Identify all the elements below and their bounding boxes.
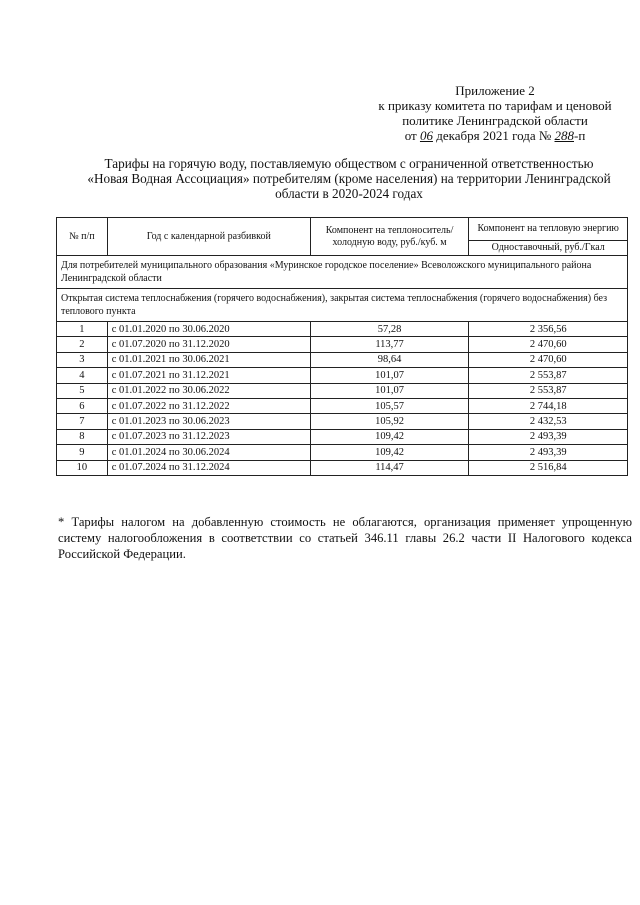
document-title (62, 156, 636, 201)
row-thermal: 2 493,39 (469, 445, 628, 460)
appendix-line-2: к приказу комитета по тарифам и ценовой (378, 98, 612, 113)
section-row-consumers (57, 256, 628, 289)
order-number-handwritten: 288 (554, 128, 574, 143)
table-row (57, 398, 628, 413)
table-row (57, 337, 628, 352)
row-coolant: 113,77 (310, 337, 469, 352)
tariffs-table (56, 217, 628, 476)
row-coolant: 109,42 (310, 429, 469, 444)
table-row (57, 414, 628, 429)
table-row (57, 445, 628, 460)
row-period: с 01.07.2022 по 31.12.2022 (107, 398, 310, 413)
section-system: Открытая система теплоснабжения (горячего водоснабжения), закрытая система теплоснабжения (горячего водоснабжения) без теплового пункта (57, 289, 628, 322)
appendix-line-3: политике Ленинградской области (402, 113, 588, 128)
row-coolant: 114,47 (310, 460, 469, 475)
row-num: 6 (57, 398, 108, 413)
row-num: 3 (57, 352, 108, 367)
table-row (57, 352, 628, 367)
row-coolant: 101,07 (310, 383, 469, 398)
header-thermal: Компонент на тепловую энергию (469, 218, 628, 241)
order-day-handwritten: 06 (419, 128, 433, 143)
row-period: с 01.07.2024 по 31.12.2024 (107, 460, 310, 475)
row-num: 7 (57, 414, 108, 429)
row-period: с 01.07.2020 по 31.12.2020 (107, 337, 310, 352)
row-num: 2 (57, 337, 108, 352)
order-date-middle: декабря 2021 года № (432, 128, 555, 143)
row-thermal: 2 493,39 (469, 429, 628, 444)
row-thermal: 2 516,84 (469, 460, 628, 475)
row-num: 5 (57, 383, 108, 398)
row-period: с 01.01.2022 по 30.06.2022 (107, 383, 310, 398)
row-num: 8 (57, 429, 108, 444)
row-period: с 01.01.2020 по 30.06.2020 (107, 322, 310, 337)
row-num: 10 (57, 460, 108, 475)
header-thermal-sub: Одноставочный, руб./Гкал (469, 241, 628, 256)
row-thermal: 2 432,53 (469, 414, 628, 429)
row-thermal: 2 553,87 (469, 383, 628, 398)
table-row (57, 460, 628, 475)
header-num: № п/п (57, 218, 108, 256)
order-number-suffix: -п (574, 128, 586, 143)
row-period: с 01.01.2021 по 30.06.2021 (107, 352, 310, 367)
row-period: с 01.01.2024 по 30.06.2024 (107, 445, 310, 460)
row-thermal: 2 356,56 (469, 322, 628, 337)
row-thermal: 2 470,60 (469, 337, 628, 352)
row-coolant: 101,07 (310, 368, 469, 383)
row-num: 9 (57, 445, 108, 460)
order-date-prefix: от (404, 128, 420, 143)
table-row (57, 383, 628, 398)
row-thermal: 2 744,18 (469, 398, 628, 413)
row-num: 1 (57, 322, 108, 337)
row-period: с 01.07.2021 по 31.12.2021 (107, 368, 310, 383)
row-coolant: 105,57 (310, 398, 469, 413)
row-thermal: 2 553,87 (469, 368, 628, 383)
table-row (57, 368, 628, 383)
section-consumers: Для потребителей муниципального образования «Муринское городское поселение» Всеволожского муниципального района Ленинградской области (57, 256, 628, 289)
table-header-row (57, 218, 628, 241)
row-coolant: 105,92 (310, 414, 469, 429)
row-num: 4 (57, 368, 108, 383)
vat-footnote: * Тарифы налогом на добавленную стоимость не облагаются, организация применяет упрощенную систему налогообложения в соответствии со статьей 346.11 главы 26.2 части II Налогового кодекса Российской Федерации. (58, 515, 632, 561)
appendix-line-4 (350, 128, 640, 143)
table-row (57, 429, 628, 444)
row-thermal: 2 470,60 (469, 352, 628, 367)
appendix-header (350, 83, 640, 143)
row-coolant: 98,64 (310, 352, 469, 367)
header-period: Год с календарной разбивкой (107, 218, 310, 256)
title-line-1: Тарифы на горячую воду, поставляемую обществом с ограниченной ответственностью (104, 156, 594, 171)
row-period: с 01.07.2023 по 31.12.2023 (107, 429, 310, 444)
title-line-3: области в 2020-2024 годах (275, 186, 423, 201)
appendix-line-1: Приложение 2 (455, 83, 535, 98)
title-line-2: «Новая Водная Ассоциация» потребителям (кроме населения) на территории Ленинградской (87, 171, 611, 186)
header-coolant: Компонент на теплоноситель/ холодную воду, руб./куб. м (310, 218, 469, 256)
table-row (57, 322, 628, 337)
row-coolant: 57,28 (310, 322, 469, 337)
row-coolant: 109,42 (310, 445, 469, 460)
row-period: с 01.01.2023 по 30.06.2023 (107, 414, 310, 429)
section-row-system (57, 289, 628, 322)
